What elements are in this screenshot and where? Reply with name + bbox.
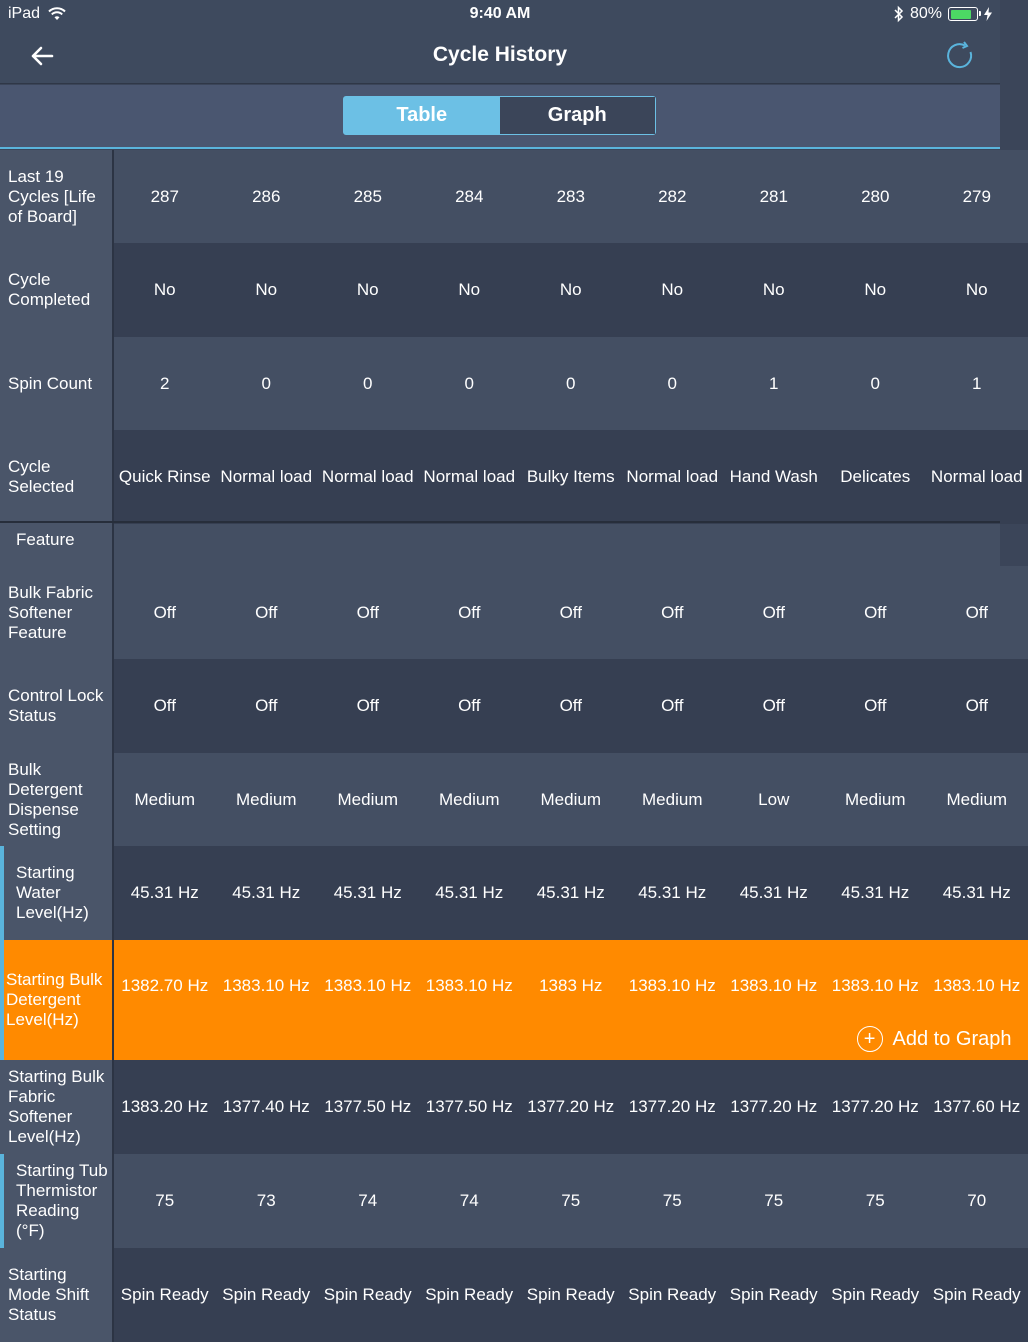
- table-cell: 1383 Hz: [539, 976, 603, 995]
- row-values: [114, 1154, 1028, 1248]
- table-cell: 1383.10 Hz: [730, 976, 818, 995]
- table-cell: 45.31 Hz: [942, 883, 1011, 902]
- table-cell: 0: [464, 373, 474, 393]
- table-cell: 283: [556, 186, 585, 206]
- row-label: Starting Bulk Fabric Softener Level(Hz): [0, 1060, 114, 1154]
- table-cell: Medium: [439, 789, 500, 809]
- table-row[interactable]: [0, 753, 1007, 846]
- table-cell: 1383.10 Hz: [831, 976, 919, 995]
- table-cell: Spin Ready: [932, 1285, 1021, 1304]
- row-label: Starting Water Level(Hz): [0, 846, 114, 940]
- table-cell: 287: [150, 186, 179, 206]
- table-cell: 1377.20 Hz: [831, 1097, 919, 1116]
- table-cell: Medium: [642, 789, 703, 809]
- table-cell: 1: [769, 373, 779, 393]
- table-cell: 281: [759, 186, 788, 206]
- table-cell: Spin Ready: [323, 1285, 412, 1304]
- table-cell: Medium: [236, 789, 297, 809]
- nav-bar: [0, 28, 1000, 84]
- table-cell: 74: [358, 1191, 378, 1210]
- table-cell: 2: [160, 373, 170, 393]
- page-title: Cycle History: [432, 43, 568, 66]
- table-cell: Normal load: [626, 467, 719, 486]
- row-label: Cycle Selected: [0, 430, 114, 524]
- table-cell: Off: [661, 602, 684, 622]
- table-cell: 75: [662, 1191, 682, 1210]
- table-cell: Off: [356, 696, 379, 715]
- table-cell: Spin Ready: [831, 1285, 920, 1304]
- table-cell: Medium: [946, 789, 1007, 809]
- table-cell: Off: [153, 602, 176, 622]
- table-cell: Spin Ready: [729, 1285, 818, 1304]
- table-cell: Off: [661, 696, 684, 715]
- row-values: [114, 1248, 1028, 1342]
- table-cell: Low: [758, 789, 790, 809]
- table-cell: 279: [962, 186, 991, 206]
- row-label: Control Lock Status: [0, 659, 114, 753]
- row-label-partial: Feature: [0, 524, 114, 566]
- table-cell: 75: [764, 1191, 784, 1210]
- table-cell: 45.31 Hz: [130, 883, 199, 902]
- table-cell: Spin Ready: [222, 1285, 311, 1304]
- table-cell: No: [153, 280, 176, 299]
- sticky-header-divider: [0, 521, 1000, 523]
- row-values: [114, 243, 1028, 337]
- add-to-graph-label: Add to Graph: [892, 1027, 1012, 1050]
- table-cell: 282: [658, 186, 687, 206]
- table-cell: 0: [870, 373, 880, 393]
- table-cell: Normal load: [321, 467, 414, 486]
- table-cell: Hand Wash: [729, 467, 818, 486]
- table-cell: 45.31 Hz: [638, 883, 707, 902]
- table-cell: Off: [255, 602, 278, 622]
- table-cell: 45.31 Hz: [739, 883, 808, 902]
- status-right: [894, 5, 992, 23]
- add-to-graph-button[interactable]: [857, 1026, 1012, 1052]
- row-label: Starting Tub Thermistor Reading (°F): [0, 1154, 114, 1248]
- table-cell: 285: [353, 186, 382, 206]
- table-cell: 1383.10 Hz: [425, 976, 513, 995]
- row-values: [114, 337, 1028, 430]
- table-cell: 1383.10 Hz: [324, 976, 412, 995]
- charging-bolt-icon: [984, 7, 992, 21]
- table-cell: No: [864, 280, 887, 299]
- row-label: Spin Count: [0, 337, 114, 430]
- table-cell: Off: [762, 696, 785, 715]
- table-cell: Off: [965, 696, 988, 715]
- back-arrow-icon: [30, 46, 54, 66]
- row-label: Bulk Detergent Dispense Setting: [0, 753, 114, 846]
- table-row[interactable]: [0, 243, 1000, 337]
- table-cell: Spin Ready: [425, 1285, 514, 1304]
- battery-fill: [951, 10, 971, 19]
- table-cell: Medium: [540, 789, 601, 809]
- table-row[interactable]: [0, 846, 1011, 940]
- bluetooth-icon: [894, 6, 904, 22]
- table-cell: 1383.10 Hz: [628, 976, 716, 995]
- row-values: [114, 846, 1028, 940]
- table-cell: Off: [356, 602, 379, 622]
- table-row[interactable]: [0, 659, 1000, 753]
- table-cell: 45.31 Hz: [435, 883, 504, 902]
- table-cell: 1377.60 Hz: [933, 1097, 1021, 1116]
- table-cell: 1377.50 Hz: [425, 1097, 513, 1116]
- table-cell: 45.31 Hz: [841, 883, 910, 902]
- table-row[interactable]: [0, 430, 1023, 524]
- device-name: iPad: [8, 5, 41, 22]
- plus-circle-icon: +: [857, 1026, 883, 1052]
- table-row[interactable]: [0, 1154, 1000, 1248]
- status-time: 9:40 AM: [469, 5, 531, 22]
- view-toggle-bar: [0, 85, 1000, 149]
- table-cell: No: [255, 280, 278, 299]
- row-values: [114, 940, 1028, 1060]
- table-cell: Delicates: [840, 467, 911, 486]
- row-label: Cycle Completed: [0, 243, 114, 337]
- table-cell: 286: [252, 186, 281, 206]
- table-row[interactable]: [0, 1248, 1021, 1342]
- row-label: Starting Mode Shift Status: [0, 1248, 114, 1342]
- table-row-partial[interactable]: [0, 524, 1000, 566]
- table-cell: 0: [667, 373, 677, 393]
- table-cell: 284: [455, 186, 484, 206]
- table-cell: Medium: [337, 789, 398, 809]
- row-values: [114, 430, 1028, 524]
- status-bar: [0, 0, 1000, 28]
- table-cell: Off: [864, 602, 887, 622]
- refresh-icon: [944, 40, 976, 72]
- table-cell: Off: [255, 696, 278, 715]
- table-cell: 1: [972, 373, 982, 393]
- row-values: [114, 566, 1028, 659]
- row-label: Last 19 Cycles [Life of Board]: [0, 150, 114, 243]
- table-cell: No: [356, 280, 379, 299]
- table-cell: Off: [864, 696, 887, 715]
- battery-percent: 80%: [909, 5, 942, 22]
- table-cell: 1382.70 Hz: [121, 976, 209, 995]
- table-cell: Normal load: [423, 467, 516, 486]
- row-values: [114, 659, 1028, 753]
- table-cell: 74: [459, 1191, 479, 1210]
- table-cell: 1377.40 Hz: [222, 1097, 310, 1116]
- table-cell: 1377.20 Hz: [628, 1097, 716, 1116]
- table-cell: Medium: [134, 789, 195, 809]
- table-cell: Off: [559, 696, 582, 715]
- row-values: [114, 753, 1028, 846]
- segment-control: [343, 96, 656, 135]
- table-cell: 0: [261, 373, 271, 393]
- table-row[interactable]: [0, 1060, 1021, 1154]
- table-cell: Off: [458, 696, 481, 715]
- table-cell: 1383.10 Hz: [933, 976, 1021, 995]
- table-cell: 1377.20 Hz: [730, 1097, 818, 1116]
- graph-tab[interactable]: Graph: [500, 97, 656, 134]
- table-cell: No: [559, 280, 582, 299]
- table-cell: Off: [153, 696, 176, 715]
- row-values-partial: [114, 524, 1000, 566]
- table-cell: 1377.50 Hz: [324, 1097, 412, 1116]
- table-cell: 75: [865, 1191, 885, 1210]
- table-cell: Spin Ready: [526, 1285, 615, 1304]
- table-cell: No: [762, 280, 785, 299]
- table-cell: No: [965, 280, 988, 299]
- row-values: [114, 1060, 1028, 1154]
- table-cell: Bulky Items: [526, 467, 615, 486]
- row-label: Bulk Fabric Softener Feature: [0, 566, 114, 659]
- table-cell: Quick Rinse: [118, 467, 211, 486]
- table-cell: Off: [559, 602, 582, 622]
- table-tab[interactable]: Table: [344, 97, 500, 134]
- table-cell: 280: [861, 186, 890, 206]
- table-cell: 45.31 Hz: [333, 883, 402, 902]
- table-row[interactable]: [0, 940, 1021, 1060]
- table-cell: 1383.10 Hz: [222, 976, 310, 995]
- table-row[interactable]: [0, 337, 1000, 430]
- table-cell: 1377.20 Hz: [527, 1097, 615, 1116]
- table-cell: 45.31 Hz: [536, 883, 605, 902]
- row-label: Starting Bulk Detergent Level(Hz): [0, 940, 114, 1060]
- table-cell: 45.31 Hz: [232, 883, 301, 902]
- table-cell: No: [661, 280, 684, 299]
- back-button[interactable]: [22, 40, 62, 72]
- table-cell: Off: [458, 602, 481, 622]
- table-cell: Off: [762, 602, 785, 622]
- battery-icon: [948, 7, 978, 21]
- table-cell: 75: [561, 1191, 581, 1210]
- table-cell: 73: [256, 1191, 276, 1210]
- table-row[interactable]: [0, 566, 1000, 659]
- refresh-button[interactable]: [944, 40, 976, 72]
- table-cell: No: [458, 280, 481, 299]
- table-cell: Spin Ready: [628, 1285, 717, 1304]
- table-cell: Medium: [845, 789, 906, 809]
- table-cell: Normal load: [930, 467, 1023, 486]
- table-row[interactable]: [0, 150, 1000, 243]
- row-values: [114, 150, 1028, 243]
- table-cell: 70: [967, 1191, 987, 1210]
- table-cell: Normal load: [220, 467, 313, 486]
- table-cell: 1383.20 Hz: [121, 1097, 209, 1116]
- table-cell: 0: [363, 373, 373, 393]
- table-cell: Off: [965, 602, 988, 622]
- table-cell: Spin Ready: [120, 1285, 209, 1304]
- table-cell: 0: [566, 373, 576, 393]
- table-cell: 75: [155, 1191, 175, 1210]
